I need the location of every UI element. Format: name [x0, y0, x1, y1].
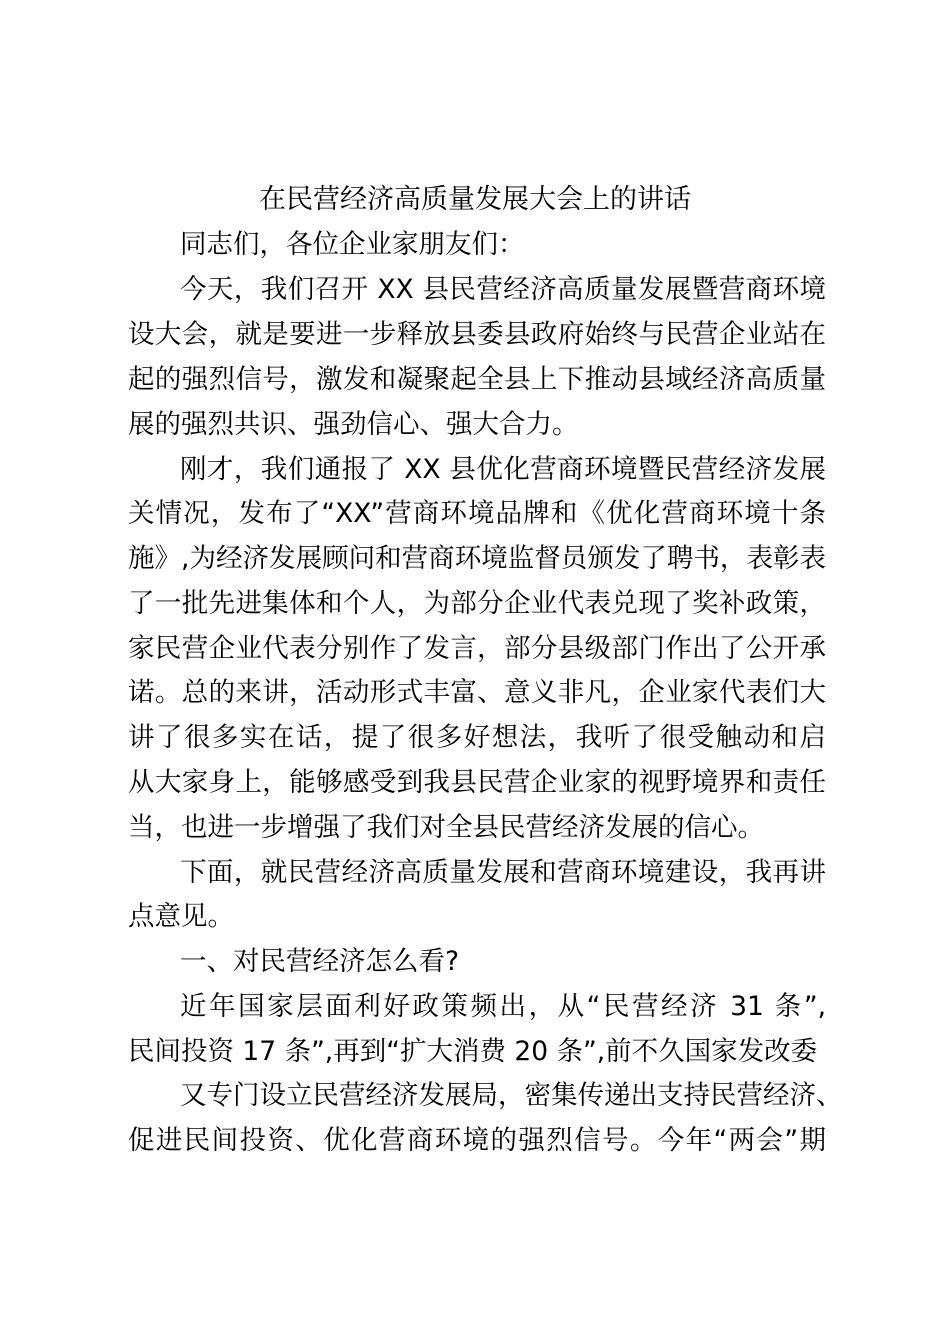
paragraph-line: 讲了很多实在话，提了很多好想法，我听了很受触动和启: [128, 722, 826, 753]
paragraph-line: 点意见。: [128, 901, 234, 932]
section-heading: 一、对民营经济怎么看?: [180, 946, 460, 977]
paragraph-line: 促进民间投资、优化营商环境的强烈信号。今年“两会”期: [128, 1125, 826, 1156]
document-title: 在民营经济高质量发展大会上的讲话: [259, 184, 691, 215]
paragraph-line: 今天，我们召开 XX 县民营经济高质量发展暨营商环境: [180, 274, 826, 305]
paragraph-line: 诺。总的来讲，活动形式丰富、意义非凡，企业家代表们大: [128, 677, 826, 708]
paragraph-line: 当，也进一步增强了我们对全县民营经济发展的信心。: [128, 812, 764, 843]
paragraph-line: 施》,为经济发展顾问和营商环境监督员颁发了聘书，表彰表: [128, 543, 826, 574]
paragraph-line: 近年国家层面利好政策频出，从“民营经济 31 条”,: [180, 991, 826, 1022]
paragraph-line: 展的强烈共识、强劲信心、强大合力。: [128, 409, 579, 440]
paragraph-line: 关情况，发布了“XX”营商环境品牌和《优化营商环境十条: [128, 498, 826, 529]
greeting-line: 同志们，各位企业家朋友们：: [180, 229, 525, 260]
paragraph-line: 设大会，就是要进一步释放县委县政府始终与民营企业站在: [128, 319, 826, 350]
paragraph-line: 民间投资 17 条”,再到“扩大消费 20 条”,前不久国家发改委: [128, 1036, 818, 1067]
paragraph-line: 起的强烈信号，激发和凝聚起全县上下推动县域经济高质量: [128, 364, 826, 395]
paragraph-line: 又专门设立民营经济发展局，密集传递出支持民营经济、: [180, 1080, 843, 1111]
paragraph-line: 从大家身上，能够感受到我县民营企业家的视野境界和责任: [128, 767, 826, 798]
paragraph-line: 家民营企业代表分别作了发言，部分县级部门作出了公开承: [128, 633, 826, 664]
paragraph-line: 刚才，我们通报了 XX 县优化营商环境暨民营经济发展: [180, 454, 826, 485]
paragraph-line: 下面，就民营经济高质量发展和营商环境建设，我再讲: [180, 857, 826, 888]
paragraph-line: 了一批先进集体和个人，为部分企业代表兑现了奖补政策，: [128, 588, 826, 619]
